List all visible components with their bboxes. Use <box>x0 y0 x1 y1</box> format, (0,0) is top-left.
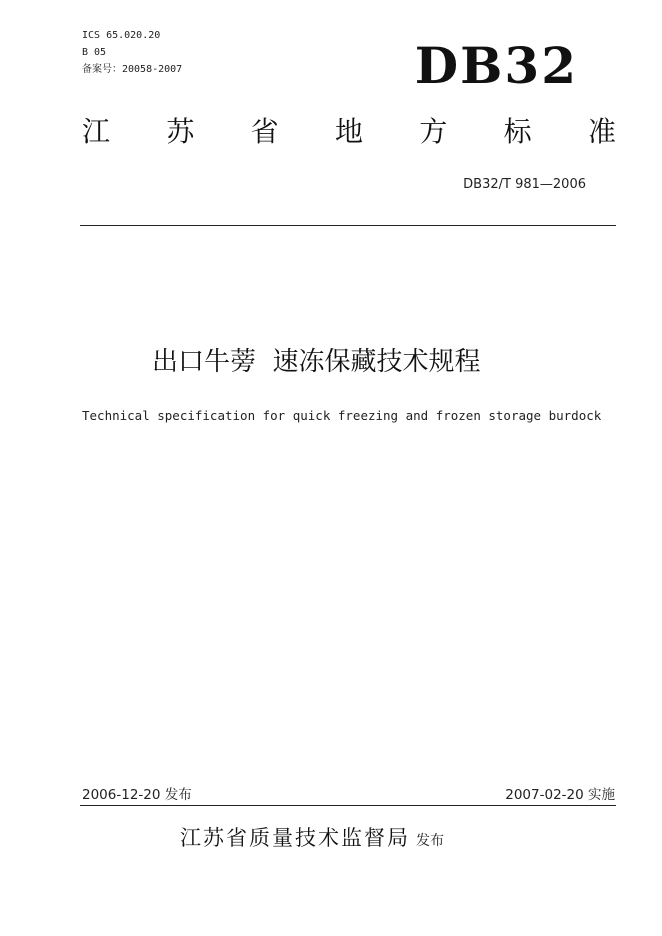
issuer-suffix: 发布 <box>416 833 444 849</box>
standard-number: DB32/T 981—2006 <box>463 177 586 192</box>
title-english: Technical specification for quick freezing and frozen storage burdock <box>82 408 602 423</box>
standard-code: DB32 <box>414 36 578 95</box>
title-chinese: 出口牛蒡 速冻保藏技术规程 <box>152 347 481 377</box>
standard-kind <box>82 112 616 152</box>
standard-kind-char: 省 <box>250 115 279 148</box>
standard-kind-char: 方 <box>419 115 448 148</box>
footer-divider <box>80 805 616 806</box>
header-divider <box>80 225 616 226</box>
ccs-code: B 05 <box>82 47 107 58</box>
standard-kind-char: 标 <box>503 115 532 148</box>
issuer-line <box>180 823 444 856</box>
standard-kind-char: 地 <box>334 115 363 148</box>
standard-kind-char: 江 <box>82 115 111 148</box>
issue-date: 2006-12-20 发布 <box>82 787 192 803</box>
implementation-date: 2007-02-20 实施 <box>505 787 615 803</box>
filing-number: 备案号：20058-2007 <box>82 64 183 75</box>
standard-kind-char: 苏 <box>166 115 195 148</box>
standard-kind-char: 准 <box>587 115 616 148</box>
issuer-name: 江苏省质量技术监督局 <box>180 826 410 850</box>
ics-code: ICS 65.020.20 <box>82 30 161 41</box>
